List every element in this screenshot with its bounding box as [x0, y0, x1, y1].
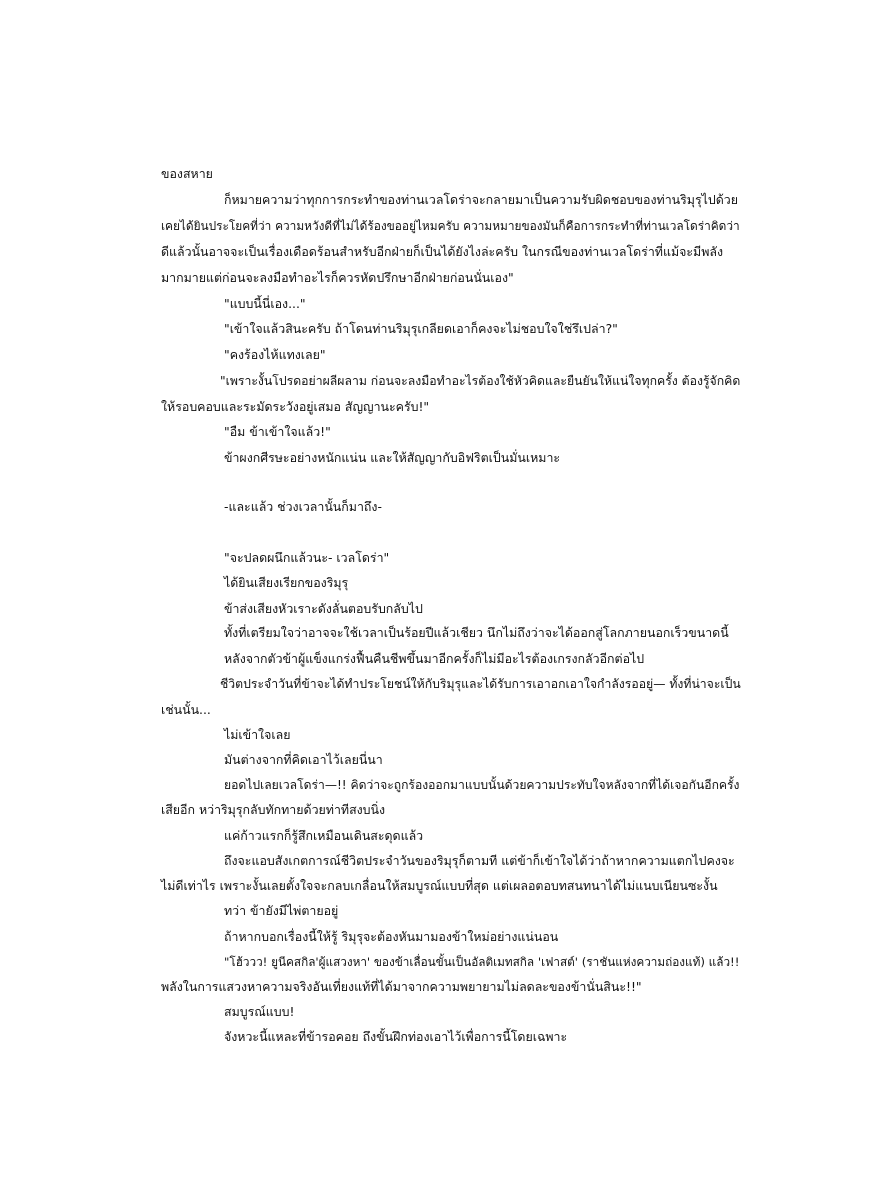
text-line: หลังจากตัวข้าผู้แข็งแกร่งฟื้นคืนชีพขึ้นมาอีกครั้งก็ไม่มีอะไรต้องเกรงกลัวอีกต่อไป	[224, 651, 645, 666]
text-line: ข้าส่งเสียงหัวเราะดังลั่นตอบรับกลับไป	[224, 601, 423, 616]
text-line: "เพราะงั้นโปรดอย่าผลีผลาม ก่อนจะลงมือทำอะไรต้องใช้หัวคิดและยืนยันให้แน่ใจทุกครั้ง ต้องรู้จักคิด	[220, 374, 741, 388]
text-line: ให้รอบคอบและระมัดระวังอยู่เสมอ สัญญานะครับ!"	[161, 399, 430, 414]
text-line: ก็หมายความว่าทุกการกระทำของท่านเวลโดร่าจะกลายมาเป็นความรับผิดชอบของท่านริมุรุไปด้วย	[224, 192, 738, 207]
text-line: ชีวิตประจำวันที่ข้าจะได้ทำประโยชน์ให้กับริมุรุและได้รับการเอาอกเอาใจกำลังรออยู่— ทั้งที่น่าจะเป็น	[220, 677, 741, 691]
text-line: เคยได้ยินประโยคที่ว่า ความหวังดีที่ไม่ได้ร้องขออยู่ไหมครับ ความหมายของมันก็คือการกระทำที่ท่านเวลโดร่าคิดว่า	[161, 219, 740, 233]
text-line: ได้ยินเสียงเรียกของริมุรุ	[224, 575, 349, 590]
text-line: ข้าผงกศีรษะอย่างหนักแน่น และให้สัญญากับอิฟริตเป็นมั่นเหมาะ	[224, 450, 561, 465]
text-line: ยอดไปเลยเวลโดร่า—!! คิดว่าจะถูกร้องออกมาแบบนั้นด้วยความประทับใจหลังจากที่ได้เจอกันอีกครั้ง	[224, 778, 740, 792]
text-line: เช่นนั้น...	[161, 702, 211, 717]
text-line: จังหวะนี้แหละที่ข้ารอคอย ถึงขั้นฝึกท่องเอาไว้เพื่อการนี้โดยเฉพาะ	[224, 1029, 568, 1044]
text-line: "เข้าใจแล้วสินะครับ ถ้าโดนท่านริมุรุเกลียดเอาก็คงจะไม่ชอบใจใช่รึเปล่า?"	[224, 321, 618, 336]
text-line: "แบบนี้นี่เอง..."	[224, 296, 306, 311]
section-break: -และแล้ว ช่วงเวลานั้นก็มาถึง-	[224, 499, 382, 514]
text-line: มากมายแต่ก่อนจะลงมือทำอะไรก็ควรหัดปรึกษาอีกฝ่ายก่อนนั่นเอง"	[161, 270, 514, 285]
text-line: ทว่า ข้ายังมีไพ่ตายอยู่	[224, 903, 339, 918]
text-line: "อืม ข้าเข้าใจแล้ว!"	[224, 424, 331, 439]
text-line: ของสหาย	[161, 166, 213, 181]
text-line: ไม่ดีเท่าไร เพราะงั้นเลยตั้งใจจะกลบเกลื่อนให้สมบูรณ์แบบที่สุด แต่เผลอตอบทสนทนาได้ไม่แนบเนียนซะงั้น	[161, 878, 718, 893]
text-line: มันต่างจากที่คิดเอาไว้เลยนี่นา	[224, 752, 383, 767]
text-line: เสียอีก หว่าริมุรุกลับทักทายด้วยท่าทีสงบนิ่ง	[161, 802, 386, 817]
text-line: สมบูรณ์แบบ!	[224, 1004, 295, 1019]
text-line: ไม่เข้าใจเลย	[224, 727, 291, 742]
text-line: พลังในการแสวงหาความจริงอันเที่ยงแท้ที่ได้มาจากความพยายามไม่ลดละของข้านั่นสินะ!!"	[161, 979, 642, 994]
text-line: ดีแล้วนั้นอาจจะเป็นเรื่องเดือดร้อนสำหรับอีกฝ่ายก็เป็นได้ยังไงล่ะครับ ในกรณีของท่านเวลโดร่าที่แม้จะมีพลัง	[161, 244, 724, 259]
text-line: "คงร้องไห้แทงเลย"	[224, 347, 326, 362]
text-line: ถึงจะแอบสังเกตการณ์ชีวิตประจำวันของริมุรุก็ตามที แต่ข้าก็เข้าใจได้ว่าถ้าหากความแตกไปคงจะ	[224, 853, 735, 868]
text-line: ถ้าหากบอกเรื่องนี้ให้รู้ ริมุรุจะต้องหันมามองข้าใหม่อย่างแน่นอน	[224, 929, 559, 944]
text-line: ทั้งที่เตรียมใจว่าอาจจะใช้เวลาเป็นร้อยปีแล้วเชียว นึกไม่ถึงว่าจะได้ออกสู่โลกภายนอกเร็วขนาดนี้	[224, 625, 729, 640]
text-line: "โฮ้ววว! ยูนีคสกิล'ผู้แสวงหา' ของข้าเลื่อนขั้นเป็นอัลติเมทสกิล 'เฟาสต์' (ราชันแห่งความถ่องแท้) แล้ว!!	[224, 955, 740, 969]
text-line: แค่ก้าวแรกก็รู้สึกเหมือนเดินสะดุดแล้ว	[224, 828, 424, 843]
text-line: "จะปลดผนึกแล้วนะ- เวลโดร่า"	[224, 550, 390, 565]
